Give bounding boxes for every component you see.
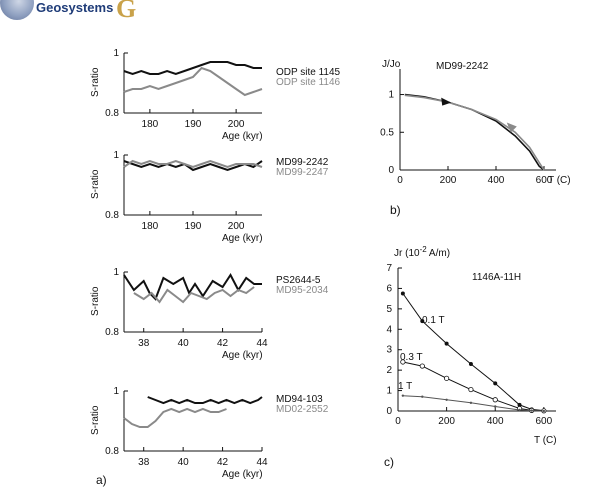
- c-x-tick-label: 200: [438, 416, 455, 427]
- b-y-tick-label: 0: [388, 165, 394, 176]
- s4-x-tick-label: 42: [217, 457, 229, 468]
- s1-y-tick-label: 1: [113, 48, 119, 59]
- s3-ylabel: S-ratio: [90, 286, 101, 316]
- c-y-tick-label: 6: [386, 283, 392, 295]
- panel-label-a: a): [96, 473, 107, 487]
- s3-x-tick-label: 38: [138, 338, 150, 349]
- b-heating-arrow: [441, 98, 451, 106]
- s3-x-tick-label: 40: [177, 338, 189, 349]
- s4-series-black: [148, 397, 262, 403]
- b-series-heating: [405, 95, 544, 171]
- b-x-tick-label: 600: [535, 175, 553, 186]
- c-point-open: [493, 398, 497, 402]
- b-series-cooling: [405, 95, 544, 170]
- c-ylabel: Jr ($10^{-2}$ A/m): [394, 245, 451, 259]
- s1-y-tick-label: 0.8: [105, 108, 119, 119]
- b-title: MD99-2242: [436, 61, 489, 72]
- c-x-tick-label: 0: [395, 416, 401, 427]
- c-title: 1146A-11H: [472, 272, 522, 283]
- c-point-small: [445, 399, 447, 401]
- c-point-open: [469, 387, 473, 391]
- c-point-small: [402, 394, 404, 396]
- c-series-line: [403, 294, 544, 411]
- s4-legend-black: MD94-103: [276, 394, 323, 405]
- c-point-small: [470, 402, 472, 404]
- b-y-tick-label: 0.5: [380, 127, 394, 139]
- s4-x-tick-label: 38: [138, 457, 150, 468]
- c-y-tick-label: 0: [386, 406, 392, 417]
- s4-y-tick-label: 1: [113, 386, 119, 397]
- c-point-filled: [401, 292, 405, 296]
- c-point-filled: [493, 381, 497, 385]
- s3-x-tick-label: 44: [256, 338, 268, 349]
- b-y-tick-label: 1: [388, 89, 394, 101]
- c-xlabel: T (C): [534, 435, 557, 446]
- s4-legend-gray: MD02-2552: [276, 404, 329, 415]
- c-y-tick-label: 3: [386, 344, 392, 356]
- s2-x-tick-label: 200: [227, 221, 245, 232]
- s2-x-tick-label: 180: [141, 221, 159, 232]
- s2-ylabel: S-ratio: [90, 169, 101, 199]
- s3-xlabel: Age (kyr): [222, 350, 263, 361]
- c-point-open: [444, 376, 448, 380]
- s1-legend-black: ODP site 1145: [276, 67, 341, 78]
- c-y-tick-label: 2: [386, 365, 392, 377]
- s1-series-black: [124, 62, 262, 74]
- panel-label-b: b): [390, 203, 401, 217]
- s3-legend-black: PS2644-5: [276, 275, 321, 286]
- c-series-label: 0.1 T: [422, 315, 445, 326]
- s1-legend-gray: ODP site 1146: [276, 77, 341, 88]
- c-point-open: [420, 364, 424, 368]
- s4-x-tick-label: 44: [256, 457, 268, 468]
- s3-x-tick-label: 42: [217, 338, 229, 349]
- s4-x-tick-label: 40: [177, 457, 189, 468]
- s1-x-tick-label: 180: [141, 119, 159, 130]
- s1-xlabel: Age (kyr): [222, 131, 263, 142]
- s1-ylabel: S-ratio: [90, 67, 101, 97]
- c-y-tick-label: 4: [386, 324, 392, 336]
- c-point-small: [530, 409, 532, 411]
- panel-label-c: c): [384, 455, 394, 469]
- c-x-tick-label: 400: [486, 416, 504, 427]
- s2-legend-gray: MD99-2247: [276, 167, 329, 178]
- b-xlabel: T (C): [548, 175, 571, 186]
- s4-xlabel: Age (kyr): [222, 469, 263, 480]
- b-x-tick-label: 400: [487, 175, 505, 186]
- journal-g-logo: G: [116, 0, 137, 23]
- c-y-tick-label: 5: [386, 303, 392, 315]
- s2-y-tick-label: 1: [113, 150, 119, 161]
- c-point-filled: [445, 342, 449, 346]
- s3-y-tick-label: 0.8: [105, 327, 119, 338]
- s2-xlabel: Age (kyr): [222, 233, 263, 244]
- c-point-filled: [469, 362, 473, 366]
- c-point-small: [421, 396, 423, 398]
- journal-name: Geosystems: [36, 0, 114, 15]
- s3-series-gray: [134, 287, 254, 302]
- s1-x-tick-label: 200: [227, 119, 245, 130]
- s3-y-tick-label: 1: [113, 267, 119, 278]
- s1-x-tick-label: 190: [184, 119, 202, 130]
- c-series-label: 0.3 T: [400, 352, 423, 363]
- b-ylabel: J/Jo: [382, 59, 401, 70]
- s4-ylabel: S-ratio: [90, 405, 101, 435]
- c-point-small: [518, 409, 520, 411]
- s4-series-gray: [124, 409, 227, 427]
- b-x-tick-label: 200: [439, 175, 457, 186]
- s3-legend-gray: MD95-2034: [276, 285, 329, 296]
- c-point-small: [494, 405, 496, 407]
- c-y-tick-label: 7: [386, 263, 392, 274]
- s3-series-black: [124, 275, 262, 299]
- c-point-small: [543, 410, 545, 412]
- c-x-tick-label: 600: [535, 416, 553, 427]
- c-y-tick-label: 1: [386, 385, 392, 397]
- s2-x-tick-label: 190: [184, 221, 202, 232]
- b-x-tick-label: 0: [397, 175, 403, 186]
- s4-y-tick-label: 0.8: [105, 446, 119, 457]
- s2-legend-black: MD99-2242: [276, 157, 329, 168]
- s2-y-tick-label: 0.8: [105, 210, 119, 221]
- c-series-label: 1 T: [398, 381, 413, 392]
